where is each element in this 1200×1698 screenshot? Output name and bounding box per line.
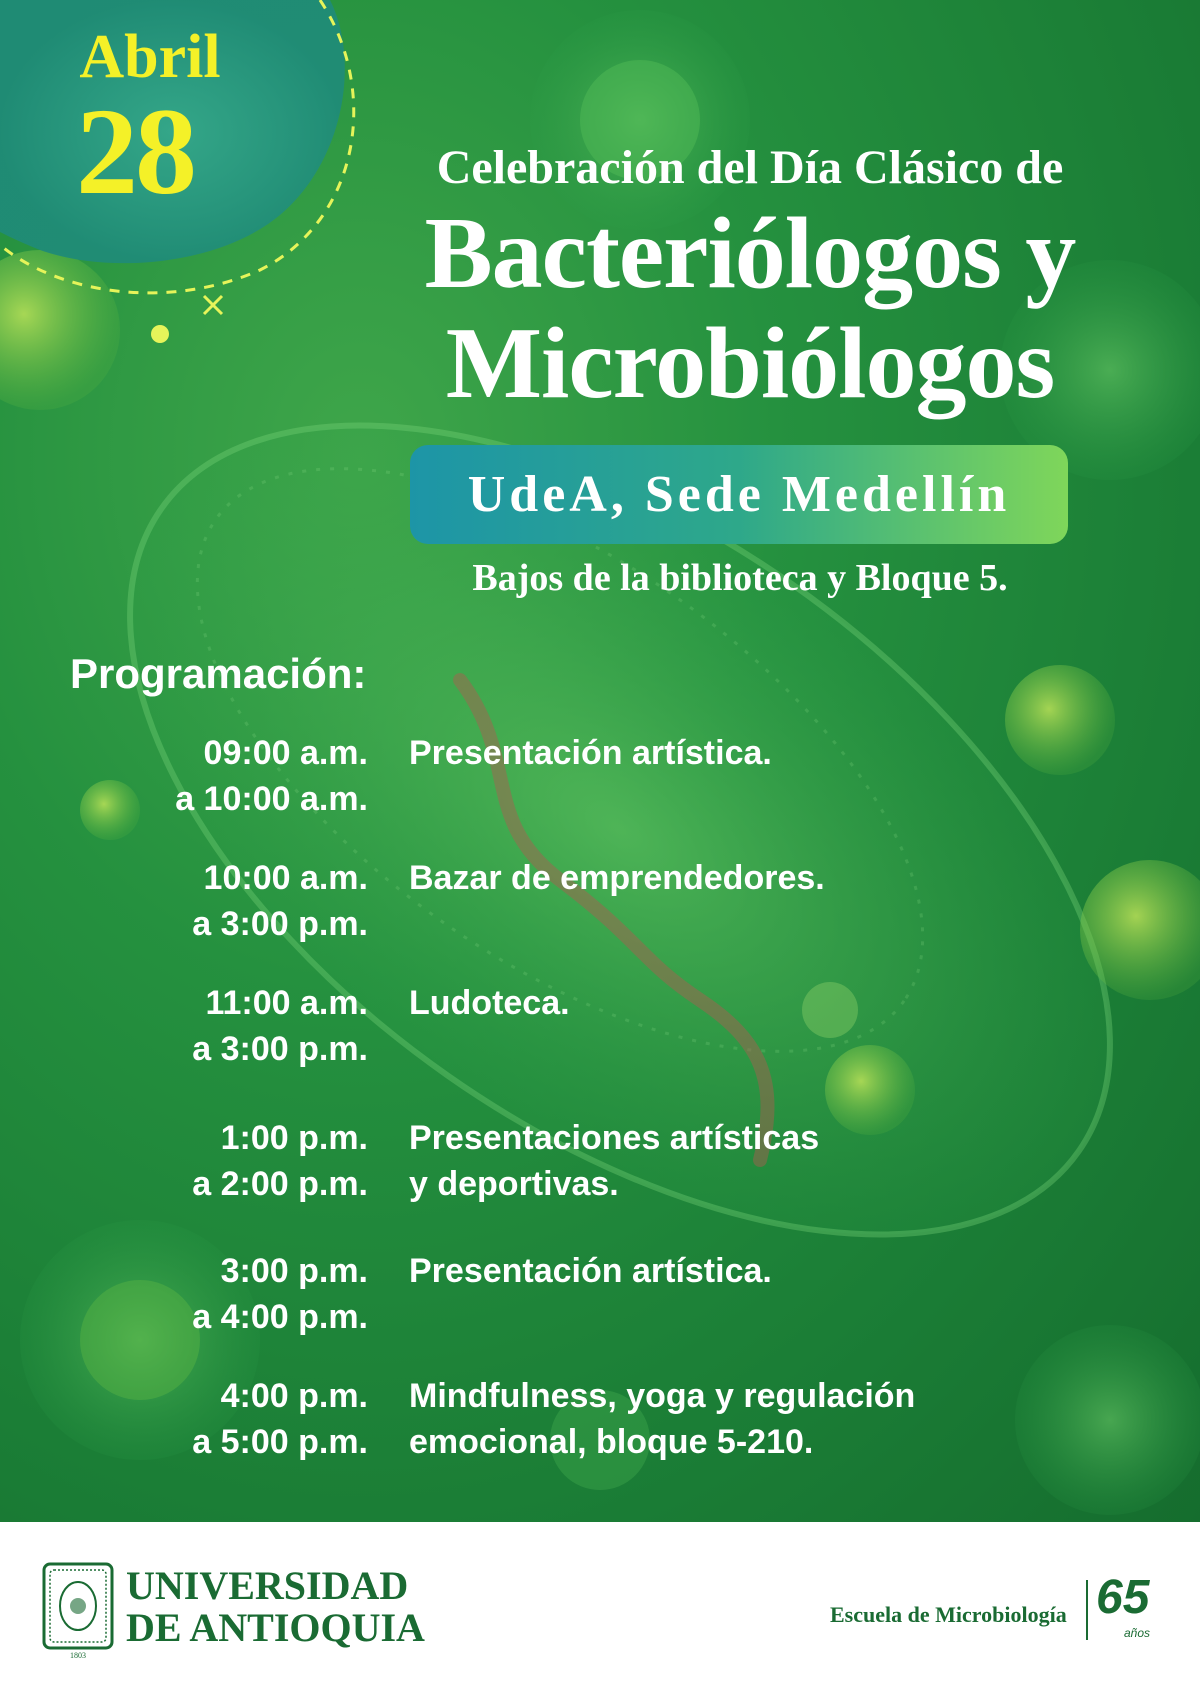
- activity-line1: Mindfulness, yoga y regulación: [409, 1377, 916, 1415]
- activity-line1: Presentación artística.: [409, 734, 772, 772]
- time-start: 3:00 p.m.: [220, 1252, 368, 1290]
- time-start: 4:00 p.m.: [220, 1377, 368, 1415]
- event-subtitle: Celebración del Día Clásico de: [436, 141, 1064, 194]
- venue-badge: [410, 445, 1068, 544]
- schedule-activity: [409, 855, 1129, 901]
- time-end: a 3:00 p.m.: [192, 1030, 368, 1068]
- event-month: Abril: [79, 23, 221, 91]
- schedule-time: [100, 1115, 368, 1207]
- time-end: a 5:00 p.m.: [192, 1423, 368, 1461]
- anniversary-number: 65: [1096, 1571, 1150, 1624]
- time-start: 11:00 a.m.: [205, 984, 368, 1022]
- event-title-line2: Microbiólogos: [445, 307, 1055, 420]
- time-end: a 10:00 a.m.: [175, 780, 368, 818]
- time-start: 09:00 a.m.: [203, 734, 368, 772]
- event-title-line1: Bacteriólogos y: [424, 197, 1076, 310]
- schedule-activity: [409, 1248, 1129, 1294]
- anniversary-label: años: [1124, 1626, 1151, 1640]
- time-end: a 3:00 p.m.: [192, 905, 368, 943]
- activity-line1: Ludoteca.: [409, 984, 570, 1022]
- schedule-activity: [409, 730, 1129, 776]
- schedule-time: [100, 1248, 368, 1340]
- schedule-activity: [409, 980, 1129, 1026]
- footer: [0, 1522, 1200, 1698]
- time-start: 10:00 a.m.: [203, 859, 368, 897]
- university-name-line1: UNIVERSIDAD: [126, 1563, 409, 1608]
- seal-year: 1803: [70, 1651, 86, 1660]
- event-day: 28: [76, 83, 194, 220]
- event-location: Bajos de la biblioteca y Bloque 5.: [472, 557, 1008, 599]
- university-name-line2: DE ANTIOQUIA: [126, 1605, 425, 1650]
- activity-line1: Bazar de emprendedores.: [409, 859, 825, 897]
- schedule-activity: [409, 1115, 1129, 1207]
- activity-line1: Presentaciones artísticas: [409, 1119, 820, 1157]
- school-name: Escuela de Microbiología: [830, 1602, 1067, 1627]
- activity-line1: Presentación artística.: [409, 1252, 772, 1290]
- schedule-activity: [409, 1373, 1129, 1465]
- university-seal-icon: [42, 1560, 114, 1660]
- schedule-time: [100, 730, 368, 822]
- activity-line2: emocional, bloque 5-210.: [409, 1423, 814, 1461]
- footer-divider: [1086, 1580, 1088, 1640]
- program-heading: Programación:: [70, 650, 367, 697]
- time-start: 1:00 p.m.: [220, 1119, 368, 1157]
- schedule-time: [100, 980, 368, 1072]
- activity-line2: y deportivas.: [409, 1165, 619, 1203]
- schedule-time: [100, 855, 368, 947]
- time-end: a 2:00 p.m.: [192, 1165, 368, 1203]
- time-end: a 4:00 p.m.: [192, 1298, 368, 1336]
- schedule-time: [100, 1373, 368, 1465]
- venue-label: UdeA, Sede Medellín: [467, 466, 1011, 523]
